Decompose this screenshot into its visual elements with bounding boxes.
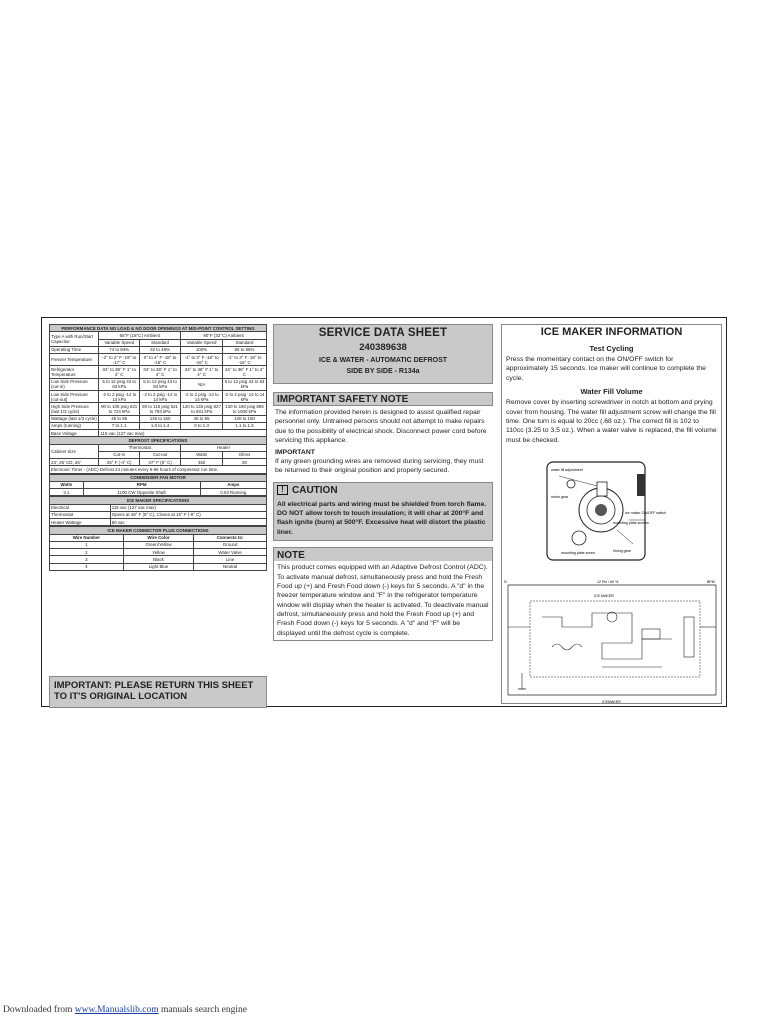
subheader: Variable Speed (99, 339, 139, 346)
cell: 5 to 12 psig 43 to 83 kPa (222, 378, 266, 390)
type-label: Type A with Run/Start Capacitor (50, 332, 99, 347)
cell: 45 to 65 (181, 415, 223, 422)
service-title-box (273, 324, 493, 384)
cell: 2 (50, 549, 124, 556)
row-label: Low Side Pressure (cut-out) (50, 390, 99, 402)
cell: -2 to 2 psig -14 to 14 kPa (181, 390, 223, 402)
table-row (50, 504, 267, 511)
cell: 90 to 105 psig 621 to 724 kPa (99, 403, 139, 415)
cell: -1° to 3° F -18° to -16° C (181, 354, 223, 366)
table-row (50, 519, 267, 526)
wiring-drawing (502, 577, 723, 707)
row-label: Low Side Pressure (cut-in) (50, 378, 99, 390)
cell: 34° to 38° F 1° to 4° C (222, 366, 266, 378)
ambient-90: 90°F (32°C) Ambient (181, 332, 267, 339)
cell: 450 (181, 459, 223, 466)
important-return-note: IMPORTANT: PLEASE RETURN THIS SHEET TO IT'S ORIGINAL LOCATION (49, 676, 267, 708)
cell: 1100 CW Opposite Shaft (83, 489, 200, 496)
cell: 1 (50, 541, 124, 548)
wiring-label-n: N (504, 580, 507, 584)
download-footer (3, 1005, 247, 1015)
connector-table (49, 526, 267, 571)
ice-maker-drawing (541, 454, 667, 568)
row-label: Thermostat (50, 511, 111, 518)
cell: 100% (181, 346, 223, 353)
note-text: This product comes equipped with an Adaptive Defrost Control (ADC). To activate manual defrost, simultaneously press and hold the Fresh Food up (+) and Fresh Food down (-) keys for 5 seconds. A "d" in the freezer temperature window and "F" in the refrigerator temperature window will display when the heater is activated. To deactivate manual defrost, simultaneously press and hold the Fresh Food up (+) and Fresh Food down (-) keys for 5 seconds. A "d" and "F" will be displayed until the defrost cycle is complete. (274, 561, 492, 640)
cell: Line (194, 556, 267, 563)
cell: 130 to 150 (222, 415, 266, 422)
column-header: Wire Number (50, 534, 124, 541)
warning-icon: ! (277, 485, 288, 495)
service-column (273, 324, 493, 641)
cell: 1.0 to 1.4 (139, 422, 180, 429)
column-header: RPM (83, 481, 200, 488)
cell: 80 vac (110, 519, 266, 526)
manualslib-link[interactable]: www.Manualslib.com (74, 1005, 159, 1015)
cell: 74 to 84% (99, 346, 139, 353)
cell: Neutral (194, 563, 267, 570)
table-row (50, 390, 267, 402)
row-label: Wattage (last 1/3 cycle) (50, 415, 99, 422)
column-header: Amps (200, 481, 266, 488)
column-header: Wire Color (123, 534, 194, 541)
cell: 32 to 49% (139, 346, 180, 353)
heater-label: Heater (181, 444, 267, 451)
condenser-table (49, 474, 267, 497)
table-row (50, 556, 267, 563)
cell: 5 to 12 psig 43 to 83 kPa (139, 378, 180, 390)
column-header: Connects to: (194, 534, 267, 541)
label-mounting-plate-screw: mounting plate screw (561, 551, 595, 555)
caution-text: All electrical parts and wiring must be shielded from torch flame. DO NOT allow torch to touch insulation; it will char at 200°F and flash ignite (burn) at 500°F. Excessive heat will distort the plastic liner. (277, 500, 487, 536)
subheader: Cut-out (139, 451, 180, 458)
defrost-note: Electronic Timer - (ADC) Defrost 24 minutes every 6-96 hours of compressor run time. (50, 466, 267, 473)
cell: Green/Yellow (123, 541, 194, 548)
table-row (50, 346, 267, 353)
wiring-label-ice-maker: ICE MAKER (594, 594, 614, 598)
cell: 5 to 12 psig 43 to 83 kPa (99, 378, 139, 390)
subheader: Watts (181, 451, 223, 458)
cell: Light Blue (123, 563, 194, 570)
cell: 55 to 65% (222, 346, 266, 353)
note-box (273, 547, 493, 641)
cell: 4 (50, 563, 124, 570)
ice-heading: ICE MAKER INFORMATION (540, 326, 683, 338)
cell: 120 to 135 psig 827 to 931 kPa (182, 403, 221, 414)
product-line-2: SIDE BY SIDE - R134a (346, 368, 420, 375)
table-row (50, 378, 267, 390)
performance-table (49, 324, 267, 474)
row-label: Refrigerator Temperature (50, 366, 99, 378)
important-label: IMPORTANT (275, 448, 315, 456)
cell: 30 (222, 459, 266, 466)
cell: 34° to 38° F 1° to 4° C (99, 366, 139, 378)
table-row (50, 541, 267, 548)
label-mounting-plate-screws: mounting plate screws (613, 521, 649, 525)
defrost-title: DEFROST SPECIFICATIONS (50, 437, 267, 444)
cell: 90 to 115 psig 621 to 793 kPa (139, 403, 180, 415)
cell: -2 to 2 psig -14 to 14 kPa (139, 390, 180, 402)
cell: 0 to 1.3 (181, 422, 223, 429)
table-row (50, 415, 267, 422)
label-motor-gear: motor gear (551, 495, 569, 499)
wiring-label-icemaker: ICEMAKER (602, 700, 621, 704)
footer-prefix: Downloaded from (3, 1005, 73, 1015)
ice-specs-table (49, 496, 267, 526)
ice-maker-column (501, 324, 722, 704)
cell: 115 vac (127 vac max) (110, 504, 266, 511)
subheader: Cut-in (99, 451, 139, 458)
cell: 34° to 38° F 1° to 4° C (139, 366, 180, 378)
wiring-label-bpm: BPM (707, 580, 715, 584)
cabinet-size-label: Cabinet Size (50, 444, 99, 459)
row-label: Freezer Temperature (50, 354, 99, 366)
performance-title: PERFORMANCE DATA NO LOAD & NO DOOR OPENINGS AT MID-POINT CONTROL SETTING (50, 325, 267, 332)
cell: 115 vac (127 vac max) (99, 430, 267, 437)
cell: 47° F (8° C) (139, 459, 180, 466)
table-row (50, 459, 267, 466)
note-heading: NOTE (277, 550, 305, 562)
table-row (50, 354, 267, 366)
row-label: Operating Time (50, 346, 99, 353)
row-label: High Side Pressure (last 1/3 cycle) (50, 403, 99, 415)
cell: 0° to 4° F -18° to -16° C (139, 354, 180, 366)
row-label: Electrical (50, 504, 111, 511)
subheader: Standard (222, 339, 266, 346)
test-cycling-heading: Test Cycling (589, 344, 634, 353)
row-label: 23', 25' CD, 26' (50, 459, 99, 466)
label-water-fill: water fill adjustment (551, 468, 583, 472)
safety-heading: IMPORTANT SAFETY NOTE (273, 392, 493, 406)
table-row (50, 366, 267, 378)
water-fill-heading: Water Fill Volume (580, 387, 643, 397)
cell: 25° F (-4° C) (99, 459, 139, 466)
important-text: If any green grounding wires are removed during servicing, they must be returned to their original position and properly secured. (275, 457, 484, 475)
spec-column (49, 324, 267, 703)
cell: N/A (181, 378, 223, 390)
table-row (50, 430, 267, 437)
label-timing-gear: timing gear (613, 549, 631, 553)
table-row (50, 511, 267, 518)
product-line-1: ICE & WATER - AUTOMATIC DEFROST (318, 357, 448, 364)
cell: Ground (194, 541, 267, 548)
service-data-sheet (41, 317, 727, 707)
safety-text: The information provided herein is designed to assist qualified repair personnel only. Untrained persons should not attempt to make repairs due to the possibility of electrical shock. Disconnect power cord before servicing this appliance. (275, 409, 487, 445)
subheader: Variable Speed (181, 339, 223, 346)
table-row (50, 549, 267, 556)
cell: 7 to 1.1 (99, 422, 139, 429)
table-row (50, 422, 267, 429)
cell: 3 (50, 556, 124, 563)
cell: 0.03 Running (200, 489, 266, 496)
cell: 45 to 65 (99, 415, 139, 422)
test-cycling-text: Press the momentary contact on the ON/OFF switch for approximately 15 seconds. Ice maker will continue to complete the cycle. (506, 356, 706, 382)
row-label: Base Voltage (50, 430, 99, 437)
cell: 130 to 150 psig 896 to 1000 kPa (222, 403, 266, 415)
label-ice-maker-switch: ice maker ON/OFF switch (625, 511, 667, 515)
condenser-title: CONDENSER FAN MOTOR (50, 474, 267, 481)
caution-heading: CAUTION (292, 484, 338, 496)
cell: -1° to 3° F -18° to -16° C (222, 354, 266, 366)
cell: 1.1 to 1.5 (222, 422, 266, 429)
service-title: SERVICE DATA SHEET (318, 327, 448, 339)
row-label: Amps (running) (50, 422, 99, 429)
cell: Black (123, 556, 194, 563)
table-row (50, 563, 267, 570)
thermostat-label: Thermostat (99, 444, 181, 451)
cell: Yellow (123, 549, 194, 556)
caution-box (273, 482, 493, 542)
connector-title: ICE MAKER CONNECTOR PLUG CONNECTIONS (50, 527, 267, 534)
cell: -2 to 2 psig -14 to 14 kPa (99, 390, 139, 402)
part-number: 240389638 (359, 342, 407, 353)
wiring-label-top: 12 Pin / 60 % (597, 580, 619, 584)
table-row (50, 403, 267, 415)
ice-maker-diagram (541, 454, 667, 568)
cell: 34° to 38° F 1° to 4° C (181, 366, 223, 378)
row-label: Heater Wattage (50, 519, 111, 526)
wiring-schematic (502, 577, 723, 707)
subheader: Standard (139, 339, 180, 346)
column-header: Watts (50, 481, 84, 488)
footer-suffix: manuals search engine (160, 1005, 247, 1015)
cell: 135 to 150 (139, 415, 180, 422)
subheader: Ohms (222, 451, 266, 458)
cell: 3.1 (50, 489, 84, 496)
ambient-65: 65°F (18°C) Ambient (99, 332, 181, 339)
water-fill-text: Remove cover by inserting screwdriver in notch at bottom and prying cover from housing. The water fill adjustment screw will change the fill time. One turn is equal to 20cc (.68 oz.). The correct fill is 102 to 110cc (3.25 to 3.5 oz.). When a water valve is replaced, the fill volume must be checked. (506, 399, 717, 444)
cell: -2 to 2 psig -14 to 14 kPa (224, 391, 265, 402)
cell: Opens at 48° F (9° C), Closes at 15° F (-9° C) (110, 511, 266, 518)
cell: -2° to 2° F -19° to -17° C (99, 354, 139, 366)
cell: Water Valve (194, 549, 267, 556)
ice-specs-title: ICE MAKER SPECIFICATIONS (50, 497, 267, 504)
